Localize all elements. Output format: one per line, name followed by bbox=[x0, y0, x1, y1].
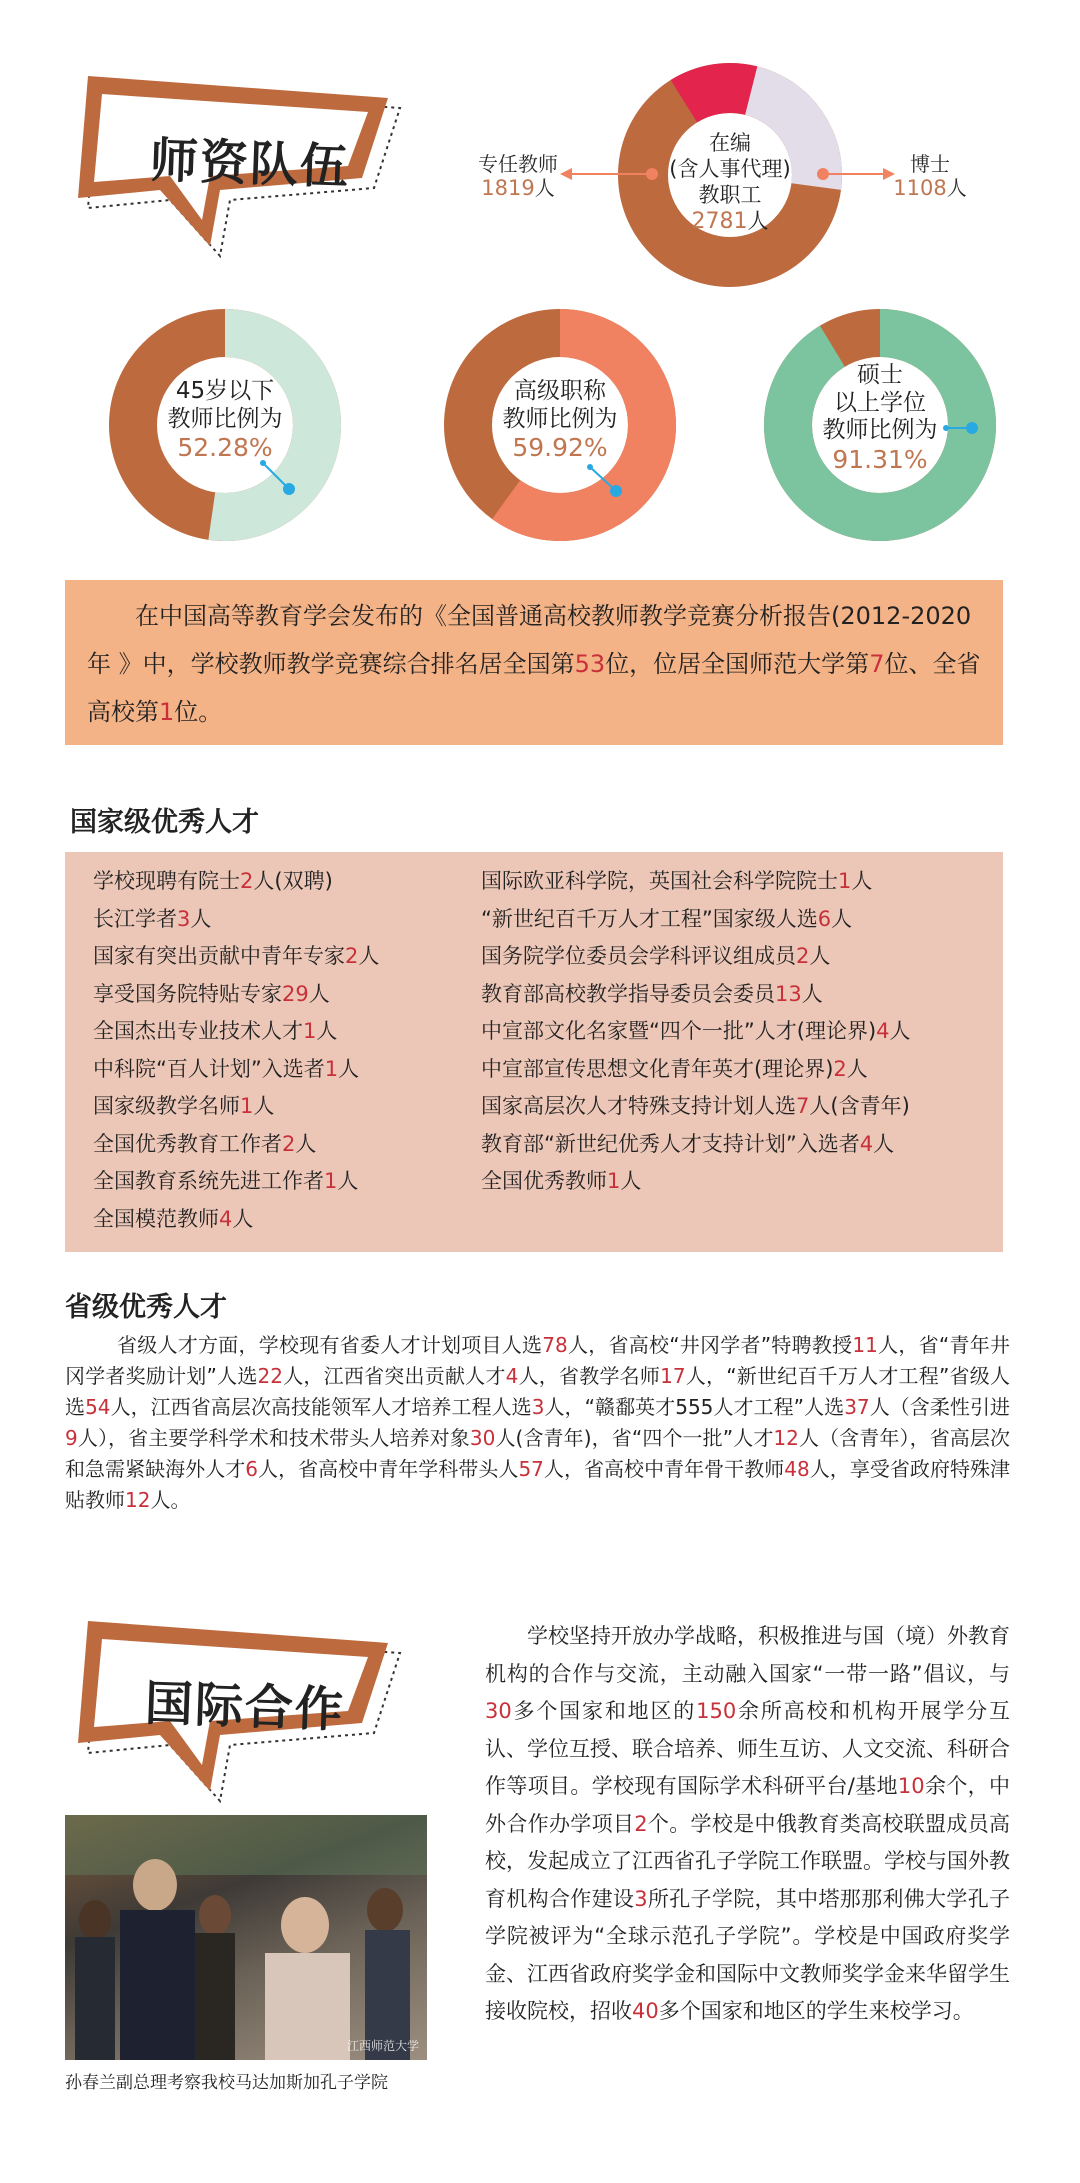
item-suffix: 人 bbox=[851, 869, 873, 893]
doctor-label: 博士 bbox=[910, 152, 950, 176]
item-count: 4 bbox=[859, 1131, 874, 1156]
item-count: 2 bbox=[796, 944, 810, 968]
item-count: 7 bbox=[796, 1094, 810, 1118]
item-suffix: 人 bbox=[831, 906, 853, 931]
item-suffix: 人 bbox=[338, 1056, 360, 1081]
item-suffix: 人 bbox=[190, 906, 212, 931]
national-right-item bbox=[481, 901, 911, 939]
para-text: 人），省主要学科学术和技术带头人培养对象 bbox=[77, 1426, 470, 1450]
para-text: 多个国家和地区的 bbox=[511, 1699, 697, 1723]
para-number: 37 bbox=[844, 1395, 870, 1419]
item-suffix: 人 bbox=[232, 1206, 254, 1231]
para-text: 人。 bbox=[150, 1488, 191, 1512]
ranking-n2: 7 bbox=[869, 650, 885, 678]
item-suffix: 人 bbox=[846, 1056, 868, 1081]
doctor-callout bbox=[890, 152, 970, 201]
national-left-item bbox=[93, 901, 379, 939]
ranking-box bbox=[65, 580, 1003, 745]
senior-line1: 高级职称 bbox=[514, 378, 606, 404]
provincial-paragraph bbox=[65, 1330, 1010, 1516]
item-text: 中宣部文化名家暨“四个一批”人才(理论界) bbox=[481, 1019, 877, 1043]
national-list-left bbox=[93, 863, 379, 1238]
item-suffix: 人 bbox=[295, 1131, 317, 1156]
item-count: 2 bbox=[282, 1131, 296, 1156]
para-number: 30 bbox=[469, 1426, 496, 1450]
item-text: 教育部高校教学指导委员会委员 bbox=[481, 981, 775, 1006]
fulltime-arrow bbox=[560, 166, 660, 182]
item-count: 6 bbox=[817, 906, 832, 931]
national-right-item bbox=[481, 976, 911, 1014]
item-suffix: 人 bbox=[337, 1169, 359, 1193]
doctor-arrow bbox=[815, 166, 895, 182]
item-text: 享受国务院特贴专家 bbox=[93, 981, 282, 1006]
ranking-n1: 53 bbox=[574, 650, 606, 678]
photo-watermark: 江西师范大学 bbox=[346, 2039, 419, 2053]
para-number: 10 bbox=[897, 1774, 925, 1798]
staff-total-line2: (含人事代理) bbox=[669, 157, 791, 181]
para-number: 2 bbox=[634, 1811, 648, 1836]
item-count: 4 bbox=[219, 1206, 233, 1231]
para-text: 学校坚持开放办学战略，积极推进与国（境）外教育机构的合作与交流，主动融入国家“一带一路”倡议，与 bbox=[485, 1624, 1010, 1686]
national-left-item bbox=[93, 976, 379, 1014]
para-text: 人，“赣鄱英才555人才工程”人选 bbox=[544, 1395, 845, 1419]
national-left-item bbox=[93, 1013, 379, 1051]
para-number: 11 bbox=[852, 1333, 878, 1357]
item-suffix: 人 bbox=[358, 944, 380, 968]
faculty-title: 师资队伍 bbox=[148, 132, 351, 196]
para-number: 78 bbox=[542, 1333, 568, 1357]
para-number: 9 bbox=[65, 1426, 78, 1450]
para-number: 48 bbox=[784, 1457, 810, 1481]
ranking-s3: 位、全省高校第 bbox=[87, 650, 981, 726]
national-list-right bbox=[481, 863, 911, 1201]
item-count: 1 bbox=[607, 1169, 621, 1193]
master-line2: 以上学位 bbox=[834, 389, 926, 416]
national-right-item bbox=[481, 1163, 911, 1201]
item-text: “新世纪百千万人才工程”国家级人选 bbox=[481, 906, 818, 931]
national-right-item bbox=[481, 938, 911, 976]
item-count: 13 bbox=[775, 981, 802, 1006]
para-number: 57 bbox=[518, 1457, 544, 1481]
item-count: 1 bbox=[240, 1094, 254, 1118]
national-left-item bbox=[93, 863, 379, 901]
item-count: 1 bbox=[324, 1056, 339, 1081]
under45-line1: 45岁以下 bbox=[175, 378, 275, 404]
item-text: 国际欧亚科学院，英国社会科学院院士 bbox=[481, 869, 838, 893]
para-text: 人，省高校“井冈学者”特聘教授 bbox=[567, 1333, 853, 1357]
para-number: 40 bbox=[632, 1999, 659, 2023]
photo-people-illustration bbox=[65, 1815, 427, 2060]
ranking-n3: 1 bbox=[159, 698, 175, 726]
item-count: 1 bbox=[324, 1169, 338, 1193]
ranking-s4: 位。 bbox=[174, 698, 223, 726]
national-left-item bbox=[93, 1126, 379, 1164]
national-right-item bbox=[481, 1126, 911, 1164]
item-suffix: 人 bbox=[889, 1019, 911, 1043]
item-text: 全国杰出专业技术人才 bbox=[93, 1019, 303, 1043]
item-suffix: 人 bbox=[809, 944, 831, 968]
item-text: 国家有突出贡献中青年专家 bbox=[93, 944, 345, 968]
senior-line2: 教师比例为 bbox=[502, 405, 618, 432]
item-text: 教育部“新世纪优秀人才支持计划”入选者 bbox=[481, 1131, 860, 1156]
ranking-s2: 位，位居全国师范大学第 bbox=[605, 650, 870, 678]
provincial-heading: 省级优秀人才 bbox=[65, 1292, 227, 1323]
photo-caption: 孙春兰副总理考察我校马达加斯加孔子学院 bbox=[65, 2073, 388, 2093]
para-number: 150 bbox=[696, 1699, 737, 1723]
item-text: 全国模范教师 bbox=[93, 1206, 219, 1231]
under45-value: 52.28% bbox=[177, 433, 273, 463]
item-text: 国务院学位委员会学科评议组成员 bbox=[481, 944, 796, 968]
para-text: 人，省高校中青年学科带头人 bbox=[258, 1457, 519, 1481]
national-left-item bbox=[93, 1088, 379, 1126]
item-count: 2 bbox=[240, 869, 254, 893]
item-suffix: 人 bbox=[253, 1094, 275, 1118]
item-text: 全国优秀教师 bbox=[481, 1169, 607, 1193]
staff-total-line3: 教职工 bbox=[698, 183, 762, 207]
para-number: 3 bbox=[531, 1395, 545, 1419]
item-suffix: 人(双聘) bbox=[253, 869, 333, 893]
para-text: 个。学校是中俄教育类高校联盟成员高校，发起成立了江西省孔子学院工作联盟。学校与国外教育机构合作建设 bbox=[485, 1811, 1011, 1911]
para-text: 人（含青年），省高层次和急需紧缺海外人才 bbox=[65, 1426, 1011, 1481]
item-text: 中宣部宣传思想文化青年英才(理论界) bbox=[481, 1056, 834, 1081]
para-text: 人，“新世纪百千万人才工程”省级人选 bbox=[65, 1364, 1010, 1419]
item-count: 1 bbox=[303, 1019, 317, 1043]
para-text: 人，江西省突出贡献人才 bbox=[283, 1364, 506, 1388]
para-number: 54 bbox=[85, 1395, 111, 1419]
senior-value: 59.92% bbox=[512, 433, 608, 463]
staff-total-line1: 在编 bbox=[709, 131, 751, 155]
item-text: 国家高层次人才特殊支持计划人选 bbox=[481, 1094, 796, 1118]
item-suffix: 人 bbox=[316, 1019, 338, 1043]
senior-label bbox=[495, 378, 625, 463]
master-label bbox=[805, 362, 955, 475]
para-number: 22 bbox=[257, 1364, 283, 1388]
item-text: 全国教育系统先进工作者 bbox=[93, 1169, 324, 1193]
ranking-s1: 在中国高等教育学会发布的《全国普通高校教师教学竞赛分析报告(2012-2020年 》中，学校教师教学竞赛综合排名居全国第 bbox=[87, 602, 972, 678]
fulltime-label: 专任教师 bbox=[478, 152, 558, 176]
item-text: 长江学者 bbox=[93, 906, 177, 931]
para-text: 人，享受省政府特殊津贴教师 bbox=[65, 1457, 1011, 1512]
under45-label bbox=[160, 378, 290, 463]
item-text: 中科院“百人计划”入选者 bbox=[93, 1056, 325, 1081]
item-suffix: 人(含青年) bbox=[809, 1094, 910, 1118]
staff-total-unit: 人 bbox=[747, 209, 769, 233]
item-count: 2 bbox=[345, 944, 359, 968]
national-right-item bbox=[481, 1088, 911, 1126]
fulltime-unit: 人 bbox=[534, 176, 555, 200]
para-text: 人，江西省高层次高技能领军人才培养工程人选 bbox=[110, 1395, 532, 1419]
staff-total bbox=[655, 130, 805, 235]
item-count: 1 bbox=[838, 869, 852, 893]
national-left-item bbox=[93, 1201, 379, 1239]
master-line3: 教师比例为 bbox=[822, 417, 938, 444]
item-count: 3 bbox=[177, 906, 191, 931]
national-right-item bbox=[481, 1051, 911, 1089]
para-text: 余个，中外合作办学项目 bbox=[485, 1774, 1011, 1836]
master-line1: 硕士 bbox=[857, 362, 903, 388]
item-text: 学校现聘有院士 bbox=[93, 869, 240, 893]
para-number: 3 bbox=[634, 1886, 648, 1911]
para-text: 人（含柔性引进 bbox=[869, 1395, 1011, 1419]
item-suffix: 人 bbox=[873, 1131, 895, 1156]
item-suffix: 人 bbox=[801, 981, 823, 1006]
item-suffix: 人 bbox=[308, 981, 330, 1006]
national-box bbox=[65, 852, 1003, 1252]
staff-total-value: 2781 bbox=[691, 209, 748, 234]
item-count: 4 bbox=[876, 1019, 890, 1043]
item-count: 2 bbox=[833, 1056, 847, 1081]
fulltime-value: 1819 bbox=[481, 176, 535, 200]
under45-line2: 教师比例为 bbox=[167, 405, 283, 432]
international-title: 国际合作 bbox=[143, 1675, 346, 1739]
para-number: 6 bbox=[245, 1457, 259, 1481]
master-value: 91.31% bbox=[832, 444, 928, 474]
doctor-value: 1108 bbox=[893, 176, 947, 200]
para-text: 人(含青年)，省“四个一批”人才 bbox=[495, 1426, 774, 1450]
para-text: 所孔子学院，其中塔那那利佛大学孔子学院被评为“全球示范孔子学院”。学校是中国政府奖学金、江西省政府奖学金和国际中文教师奖学金来华留学生接收院校，招收 bbox=[485, 1886, 1011, 2023]
para-number: 17 bbox=[660, 1364, 686, 1388]
national-heading: 国家级优秀人才 bbox=[70, 807, 259, 838]
national-left-item bbox=[93, 1163, 379, 1201]
national-left-item bbox=[93, 938, 379, 976]
para-text: 人，省“青年井冈学者奖励计划”人选 bbox=[65, 1333, 1010, 1388]
international-paragraph bbox=[485, 1618, 1010, 2031]
para-text: 人，省高校中青年骨干教师 bbox=[543, 1457, 785, 1481]
ranking-text bbox=[87, 592, 981, 736]
national-right-item bbox=[481, 863, 911, 901]
item-text: 国家级教学名师 bbox=[93, 1094, 240, 1118]
item-count: 29 bbox=[282, 981, 309, 1006]
national-right-item bbox=[481, 1013, 911, 1051]
para-text: 多个国家和地区的学生来校学习。 bbox=[658, 1999, 974, 2023]
item-text: 全国优秀教育工作者 bbox=[93, 1131, 282, 1156]
para-number: 12 bbox=[773, 1426, 799, 1450]
para-text: 省级人才方面，学校现有省委人才计划项目人选 bbox=[117, 1333, 543, 1357]
visit-photo bbox=[65, 1815, 427, 2060]
doctor-unit: 人 bbox=[946, 176, 967, 200]
para-text: 余所高校和机构开展学分互认、学位互授、联合培养、师生互访、人文交流、科研合作等项目。学校现有国际学术科研平台/基地 bbox=[485, 1699, 1010, 1798]
fulltime-callout bbox=[468, 152, 568, 201]
para-number: 30 bbox=[485, 1699, 512, 1723]
national-left-item bbox=[93, 1051, 379, 1089]
para-number: 4 bbox=[505, 1364, 519, 1388]
item-suffix: 人 bbox=[620, 1169, 642, 1193]
para-number: 12 bbox=[125, 1488, 151, 1512]
para-text: 人，省教学名师 bbox=[518, 1364, 661, 1388]
